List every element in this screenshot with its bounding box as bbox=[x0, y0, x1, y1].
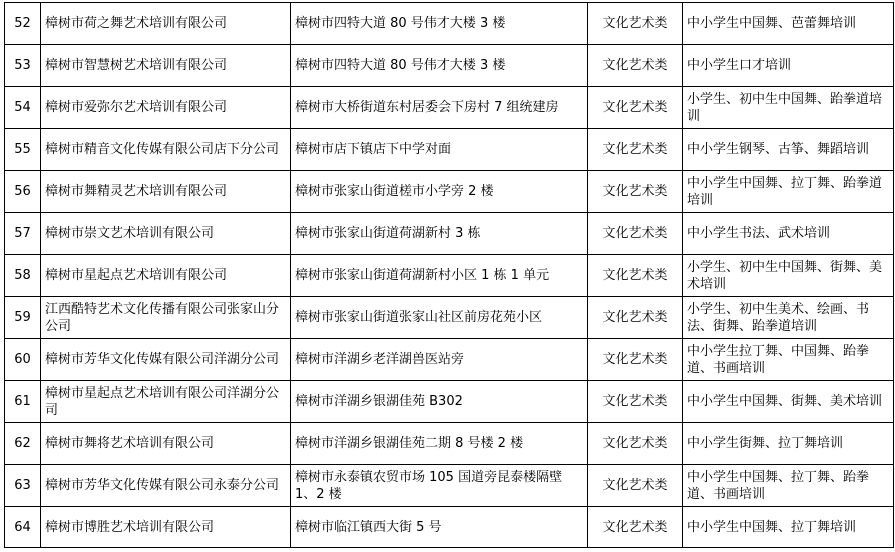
table-row bbox=[5, 507, 894, 548]
training-scope: 中小学生钢琴、古筝、舞蹈培训 bbox=[683, 129, 894, 171]
institution-address: 樟树市临江镇西大街 5 号 bbox=[291, 507, 588, 548]
table-row bbox=[5, 45, 894, 87]
institution-address: 樟树市四特大道 80 号伟才大楼 3 楼 bbox=[291, 3, 588, 45]
row-number: 57 bbox=[5, 213, 41, 255]
training-scope: 中小学生街舞、拉丁舞培训 bbox=[683, 423, 894, 465]
institution-category: 文化艺术类 bbox=[588, 255, 683, 297]
institution-category: 文化艺术类 bbox=[588, 381, 683, 423]
table-row bbox=[5, 255, 894, 297]
institution-name: 樟树市智慧树艺术培训有限公司 bbox=[41, 45, 291, 87]
institution-name: 江西酷特艺术文化传播有限公司张家山分公司 bbox=[41, 297, 291, 339]
institution-address: 樟树市洋湖乡银湖佳苑 B302 bbox=[291, 381, 588, 423]
institution-category: 文化艺术类 bbox=[588, 465, 683, 507]
training-scope: 中小学生中国舞、街舞、美术培训 bbox=[683, 381, 894, 423]
training-scope: 中小学生口才培训 bbox=[683, 45, 894, 87]
row-number: 55 bbox=[5, 129, 41, 171]
table-row bbox=[5, 423, 894, 465]
institution-category: 文化艺术类 bbox=[588, 129, 683, 171]
table-row bbox=[5, 129, 894, 171]
institution-name: 樟树市芳华文化传媒有限公司洋湖分公司 bbox=[41, 339, 291, 381]
institution-name: 樟树市星起点艺术培训有限公司洋湖分公司 bbox=[41, 381, 291, 423]
table-row bbox=[5, 381, 894, 423]
institution-category: 文化艺术类 bbox=[588, 297, 683, 339]
institution-name: 樟树市荷之舞艺术培训有限公司 bbox=[41, 3, 291, 45]
institution-address: 樟树市洋湖乡银湖佳苑二期 8 号楼 2 楼 bbox=[291, 423, 588, 465]
institution-category: 文化艺术类 bbox=[588, 45, 683, 87]
institution-category: 文化艺术类 bbox=[588, 507, 683, 548]
training-scope: 小学生、初中生中国舞、跆拳道培训 bbox=[683, 87, 894, 129]
training-scope: 小学生、初中生中国舞、街舞、美术培训 bbox=[683, 255, 894, 297]
institution-category: 文化艺术类 bbox=[588, 87, 683, 129]
row-number: 61 bbox=[5, 381, 41, 423]
training-scope: 中小学生中国舞、拉丁舞培训 bbox=[683, 507, 894, 548]
institution-name: 樟树市爱弥尔艺术培训有限公司 bbox=[41, 87, 291, 129]
institution-category: 文化艺术类 bbox=[588, 423, 683, 465]
institution-address: 樟树市永泰镇农贸市场 105 国道旁昆泰楼隔壁 1、2 楼 bbox=[291, 465, 588, 507]
institution-table bbox=[4, 2, 894, 548]
institution-address: 樟树市张家山街道荷湖新村小区 1 栋 1 单元 bbox=[291, 255, 588, 297]
table-row bbox=[5, 339, 894, 381]
institution-address: 樟树市四特大道 80 号伟才大楼 3 楼 bbox=[291, 45, 588, 87]
institution-address: 樟树市张家山街道槎市小学旁 2 楼 bbox=[291, 171, 588, 213]
institution-name: 樟树市舞将艺术培训有限公司 bbox=[41, 423, 291, 465]
training-scope: 中小学生中国舞、拉丁舞、跆拳道、书画培训 bbox=[683, 465, 894, 507]
training-scope: 中小学生中国舞、拉丁舞、跆拳道培训 bbox=[683, 171, 894, 213]
institution-address: 樟树市大桥街道东村居委会下房村 7 组统建房 bbox=[291, 87, 588, 129]
training-scope: 中小学生拉丁舞、中国舞、跆拳道、书画培训 bbox=[683, 339, 894, 381]
row-number: 62 bbox=[5, 423, 41, 465]
institution-category: 文化艺术类 bbox=[588, 171, 683, 213]
institution-category: 文化艺术类 bbox=[588, 3, 683, 45]
table-row bbox=[5, 87, 894, 129]
row-number: 56 bbox=[5, 171, 41, 213]
row-number: 60 bbox=[5, 339, 41, 381]
institution-address: 樟树市店下镇店下中学对面 bbox=[291, 129, 588, 171]
training-scope: 中小学生中国舞、芭蕾舞培训 bbox=[683, 3, 894, 45]
row-number: 63 bbox=[5, 465, 41, 507]
row-number: 52 bbox=[5, 3, 41, 45]
training-scope: 中小学生书法、武术培训 bbox=[683, 213, 894, 255]
table-row bbox=[5, 213, 894, 255]
institution-name: 樟树市崇文艺术培训有限公司 bbox=[41, 213, 291, 255]
training-scope: 小学生、初中生美术、绘画、书法、街舞、跆拳道培训 bbox=[683, 297, 894, 339]
institution-address: 樟树市张家山街道张家山社区前房花苑小区 bbox=[291, 297, 588, 339]
row-number: 54 bbox=[5, 87, 41, 129]
institution-category: 文化艺术类 bbox=[588, 339, 683, 381]
institution-category: 文化艺术类 bbox=[588, 213, 683, 255]
row-number: 59 bbox=[5, 297, 41, 339]
row-number: 58 bbox=[5, 255, 41, 297]
table-row bbox=[5, 171, 894, 213]
institution-name: 樟树市博胜艺术培训有限公司 bbox=[41, 507, 291, 548]
row-number: 64 bbox=[5, 507, 41, 548]
institution-name: 樟树市芳华文化传媒有限公司永泰分公司 bbox=[41, 465, 291, 507]
table-body bbox=[5, 3, 894, 548]
row-number: 53 bbox=[5, 45, 41, 87]
institution-address: 樟树市张家山街道荷湖新村 3 栋 bbox=[291, 213, 588, 255]
institution-name: 樟树市精音文化传媒有限公司店下分公司 bbox=[41, 129, 291, 171]
table-row bbox=[5, 3, 894, 45]
institution-name: 樟树市舞精灵艺术培训有限公司 bbox=[41, 171, 291, 213]
institution-address: 樟树市洋湖乡老洋湖兽医站旁 bbox=[291, 339, 588, 381]
table-row bbox=[5, 465, 894, 507]
table-row bbox=[5, 297, 894, 339]
institution-name: 樟树市星起点艺术培训有限公司 bbox=[41, 255, 291, 297]
